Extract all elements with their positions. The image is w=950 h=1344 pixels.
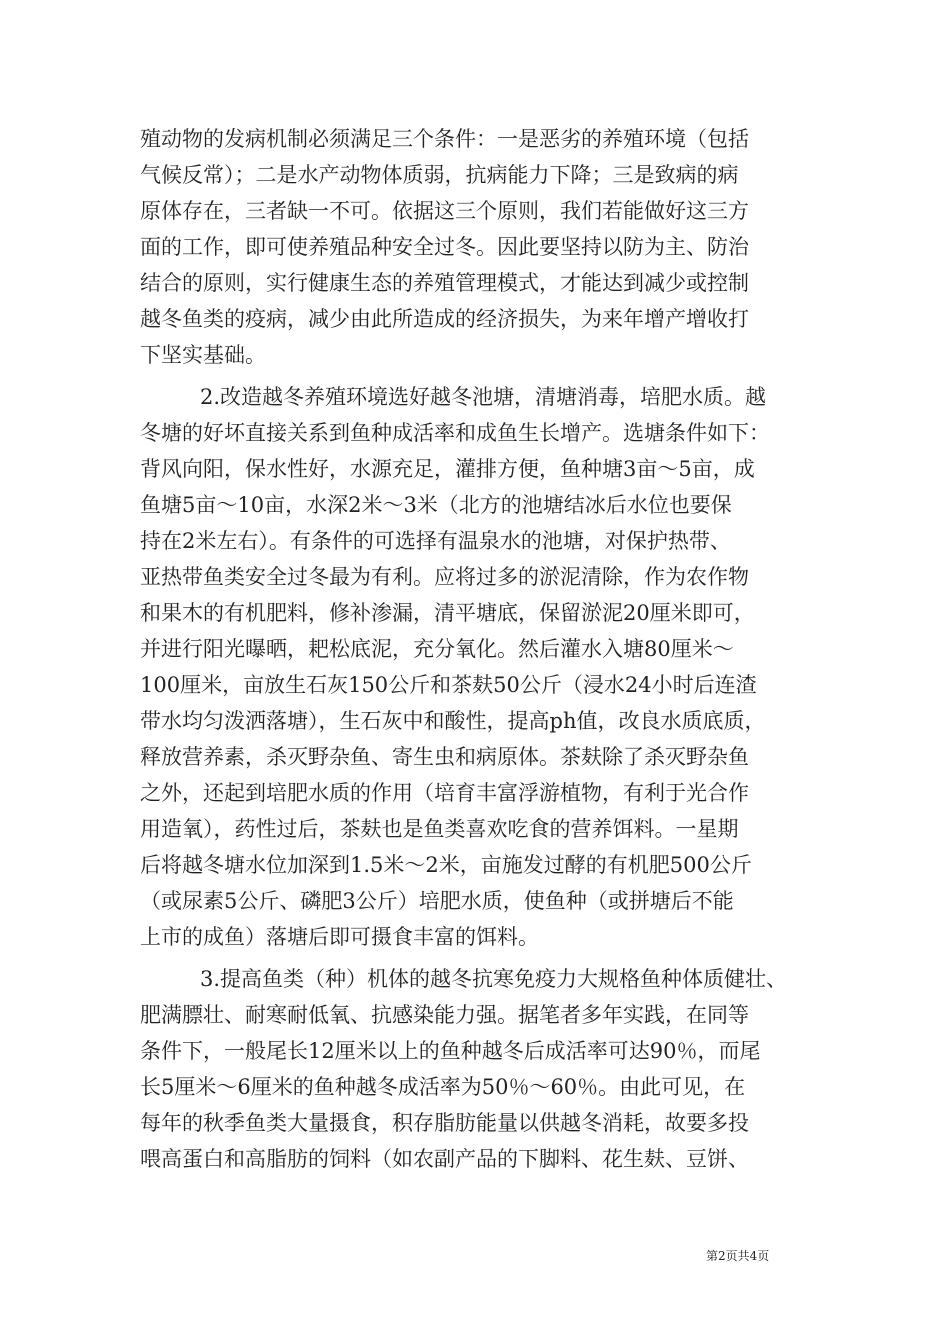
text-line: 肥满膘壮、耐寒耐低氧、抗感染能力强。据笔者多年实践，在同等 (140, 1003, 749, 1027)
text-line: 结合的原则，实行健康生态的养殖管理模式，才能达到减少或控制 (140, 271, 749, 295)
text-line: 下坚实基础。 (140, 343, 266, 367)
text-line: 背风向阳，保水性好，水源充足，灌排方便，鱼种塘3亩～5亩，成 (140, 457, 755, 481)
paragraph-start-line: 2.改造越冬养殖环境选好越冬池塘，清塘消毒，培肥水质。越 (200, 385, 767, 409)
text-line: 面的工作，即可使养殖品种安全过冬。因此要坚持以防为主、防治 (140, 235, 749, 259)
text-line: （或尿素5公斤、磷肥3公斤）培肥水质，使鱼种（或拼塘后不能 (140, 889, 734, 913)
text-line: 亚热带鱼类安全过冬最为有利。应将过多的淤泥清除，作为农作物 (140, 565, 749, 589)
text-line: 殖动物的发病机制必须满足三个条件：一是恶劣的养殖环境（包括 (140, 127, 749, 151)
text-line: 每年的秋季鱼类大量摄食，积存脂肪能量以供越冬消耗，故要多投 (140, 1111, 749, 1135)
paragraph-start-line: 3.提高鱼类（种）机体的越冬抗寒免疫力大规格鱼种体质健壮、 (200, 967, 788, 991)
text-line: 并进行阳光曝晒，耙松底泥，充分氧化。然后灌水入塘80厘米～ (140, 637, 734, 661)
text-line: 越冬鱼类的疫病，减少由此所造成的经济损失，为来年增产增收打 (140, 307, 749, 331)
text-line: 冬塘的好坏直接关系到鱼种成活率和成鱼生长增产。选塘条件如下： (140, 421, 770, 445)
text-line: 释放营养素，杀灭野杂鱼、寄生虫和病原体。茶麸除了杀灭野杂鱼 (140, 745, 749, 769)
text-line: 条件下，一般尾长12厘米以上的鱼种越冬后成活率可达90％，而尾 (140, 1039, 761, 1063)
text-line: 用造氧），药性过后，茶麸也是鱼类喜欢吃食的营养饵料。一星期 (140, 817, 739, 841)
page-number: 第2页共4页 (706, 1249, 770, 1263)
text-line: 喂高蛋白和高脂肪的饲料（如农副产品的下脚料、花生麸、豆饼、 (140, 1147, 749, 1171)
text-line: 和果木的有机肥料，修补渗漏，清平塘底，保留淤泥20厘米即可， (140, 601, 755, 625)
text-line: 持在2米左右）。有条件的可选择有温泉水的池塘，对保护热带、 (140, 529, 731, 553)
text-line: 原体存在，三者缺一不可。依据这三个原则，我们若能做好这三方 (140, 199, 749, 223)
text-line: 鱼塘5亩～10亩，水深2米～3米（北方的池塘结冰后水位也要保 (140, 493, 732, 517)
text-line: 后将越冬塘水位加深到1.5米～2米，亩施发过酵的有机肥500公斤 (140, 853, 752, 877)
text-line: 长5厘米～6厘米的鱼种越冬成活率为50％～60％。由此可见，在 (140, 1075, 746, 1099)
text-line: 之外，还起到培肥水质的作用（培育丰富浮游植物，有利于光合作 (140, 781, 749, 805)
text-line: 带水均匀泼洒落塘），生石灰中和酸性，提高ph值，改良水质底质， (140, 709, 766, 733)
text-line: 气候反常）；二是水产动物体质弱，抗病能力下降；三是致病的病 (140, 163, 739, 187)
text-line: 上市的成鱼）落塘后即可摄食丰富的饵料。 (140, 925, 539, 949)
text-line: 100厘米，亩放生石灰150公斤和茶麸50公斤（浸水24小时后连渣 (140, 673, 757, 697)
